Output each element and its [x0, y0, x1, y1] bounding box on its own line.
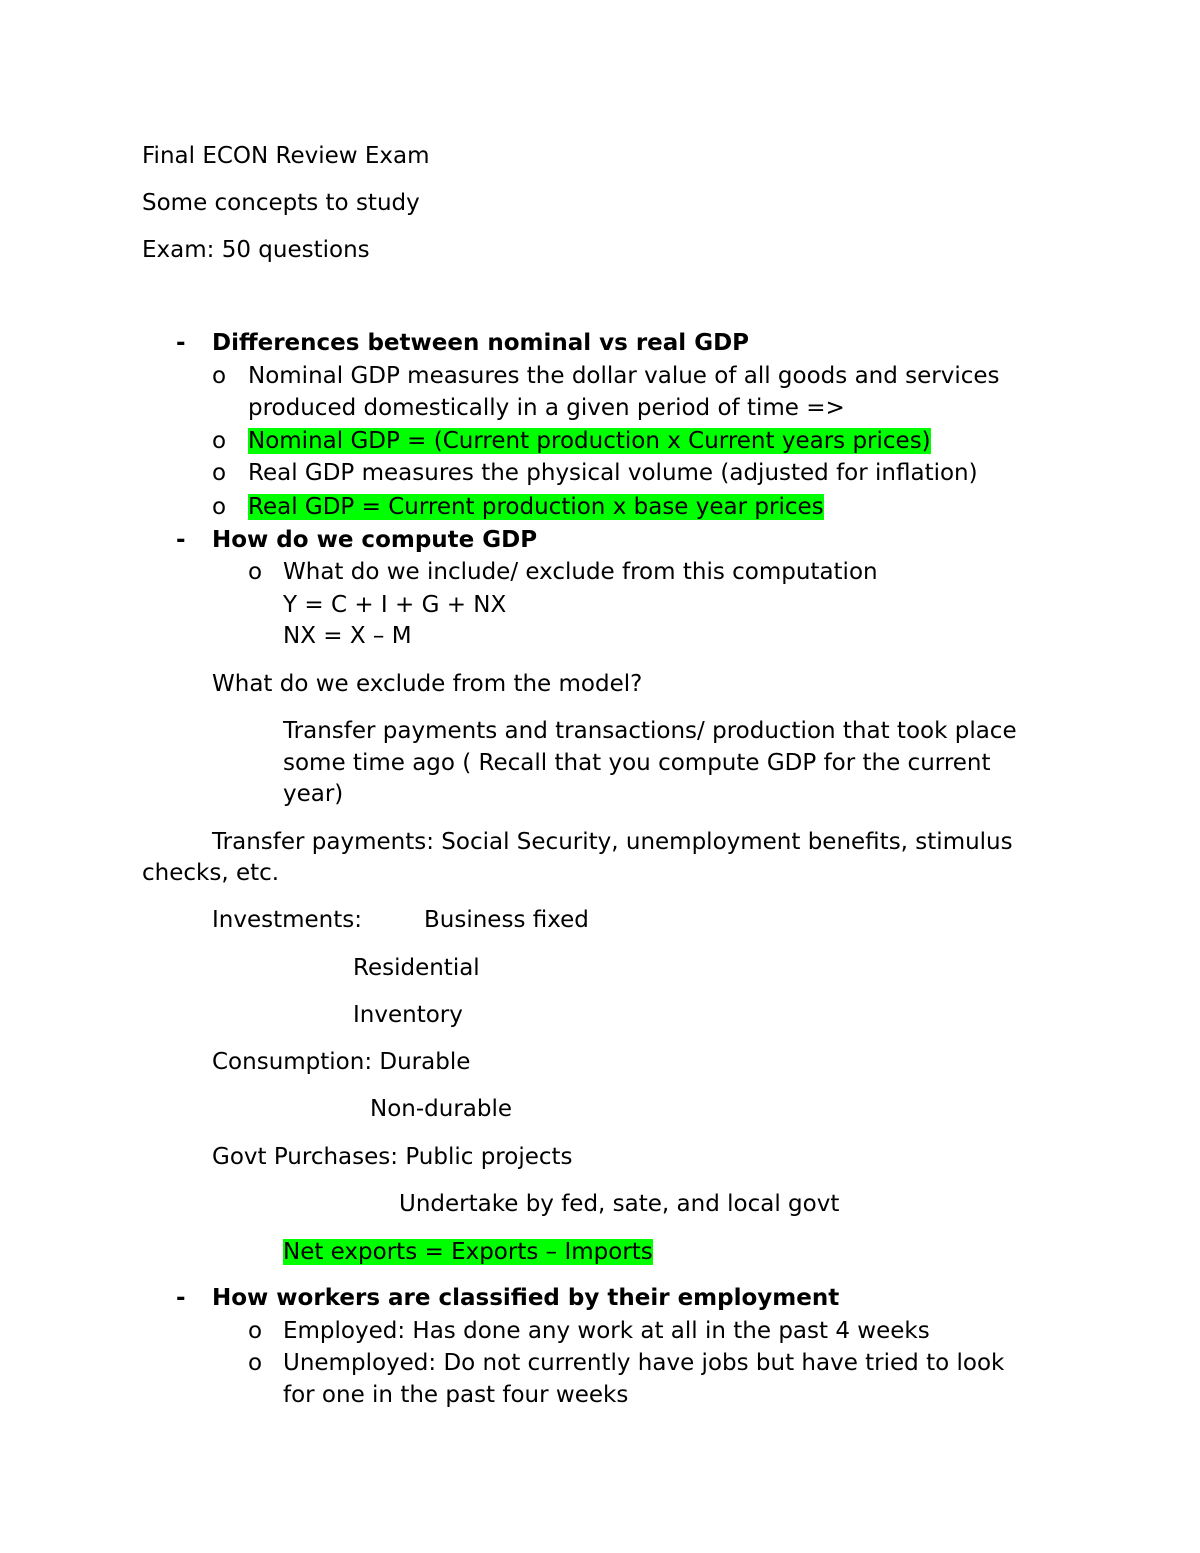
- section-heading-compute-gdp: How do we compute GDP: [212, 527, 538, 553]
- consumption-type: Non-durable: [370, 1096, 513, 1122]
- list-item: Nominal GDP measures the dollar value of all goods and services: [248, 363, 1000, 389]
- circle-bullet: o: [212, 494, 227, 520]
- list-item-continuation: produced domestically in a given period of time =>: [248, 395, 845, 421]
- circle-bullet: o: [248, 559, 263, 585]
- exclude-answer-line: year): [283, 781, 344, 807]
- circle-bullet: o: [212, 428, 227, 454]
- nominal-gdp-formula: Nominal GDP = (Current production x Current years prices): [248, 428, 931, 454]
- circle-bullet: o: [248, 1318, 263, 1344]
- section-heading-gdp-differences: Differences between nominal vs real GDP: [212, 330, 750, 356]
- list-item: Employed: Has done any work at all in the past 4 weeks: [283, 1318, 930, 1344]
- highlighted-formula: [248, 491, 824, 523]
- list-item: Real GDP measures the physical volume (adjusted for inflation): [248, 460, 978, 486]
- transfer-payments-continuation: checks, etc.: [142, 860, 280, 886]
- circle-bullet: o: [212, 363, 227, 389]
- highlighted-formula: [248, 425, 931, 457]
- list-item: What do we include/ exclude from this computation: [283, 559, 878, 585]
- dash-bullet: -: [176, 527, 186, 553]
- govt-purchases-label: Govt Purchases: Public projects: [212, 1144, 573, 1170]
- document-title: Final ECON Review Exam: [142, 143, 430, 169]
- real-gdp-formula: Real GDP = Current production x base year prices: [248, 494, 824, 520]
- consumption-label: Consumption: Durable: [212, 1049, 471, 1075]
- exclude-answer-line: some time ago ( Recall that you compute GDP for the current: [283, 750, 991, 776]
- list-item: Unemployed: Do not currently have jobs but have tried to look: [283, 1350, 1005, 1376]
- highlighted-formula: [283, 1236, 653, 1268]
- section-heading-worker-classification: How workers are classified by their employment: [212, 1285, 840, 1311]
- exam-info: Exam: 50 questions: [142, 237, 370, 263]
- investments-label: Investments:: [212, 907, 363, 933]
- circle-bullet: o: [212, 460, 227, 486]
- net-exports-definition: Net exports = Exports – Imports: [283, 1239, 653, 1265]
- circle-bullet: o: [248, 1350, 263, 1376]
- exclude-question: What do we exclude from the model?: [212, 671, 643, 697]
- dash-bullet: -: [176, 1285, 186, 1311]
- document-subtitle: Some concepts to study: [142, 190, 420, 216]
- govt-purchases-detail: Undertake by fed, sate, and local govt: [399, 1191, 840, 1217]
- investment-type: Inventory: [353, 1002, 463, 1028]
- dash-bullet: -: [176, 330, 186, 356]
- gdp-formula: Y = C + I + G + NX: [283, 592, 507, 618]
- net-exports-formula: NX = X – M: [283, 623, 412, 649]
- exclude-answer-line: Transfer payments and transactions/ production that took place: [283, 718, 1017, 744]
- transfer-payments-text: Transfer payments: Social Security, unemployment benefits, stimulus: [212, 829, 1013, 855]
- list-item-continuation: for one in the past four weeks: [283, 1382, 629, 1408]
- investment-type: Residential: [353, 955, 480, 981]
- investment-type: Business fixed: [424, 907, 589, 933]
